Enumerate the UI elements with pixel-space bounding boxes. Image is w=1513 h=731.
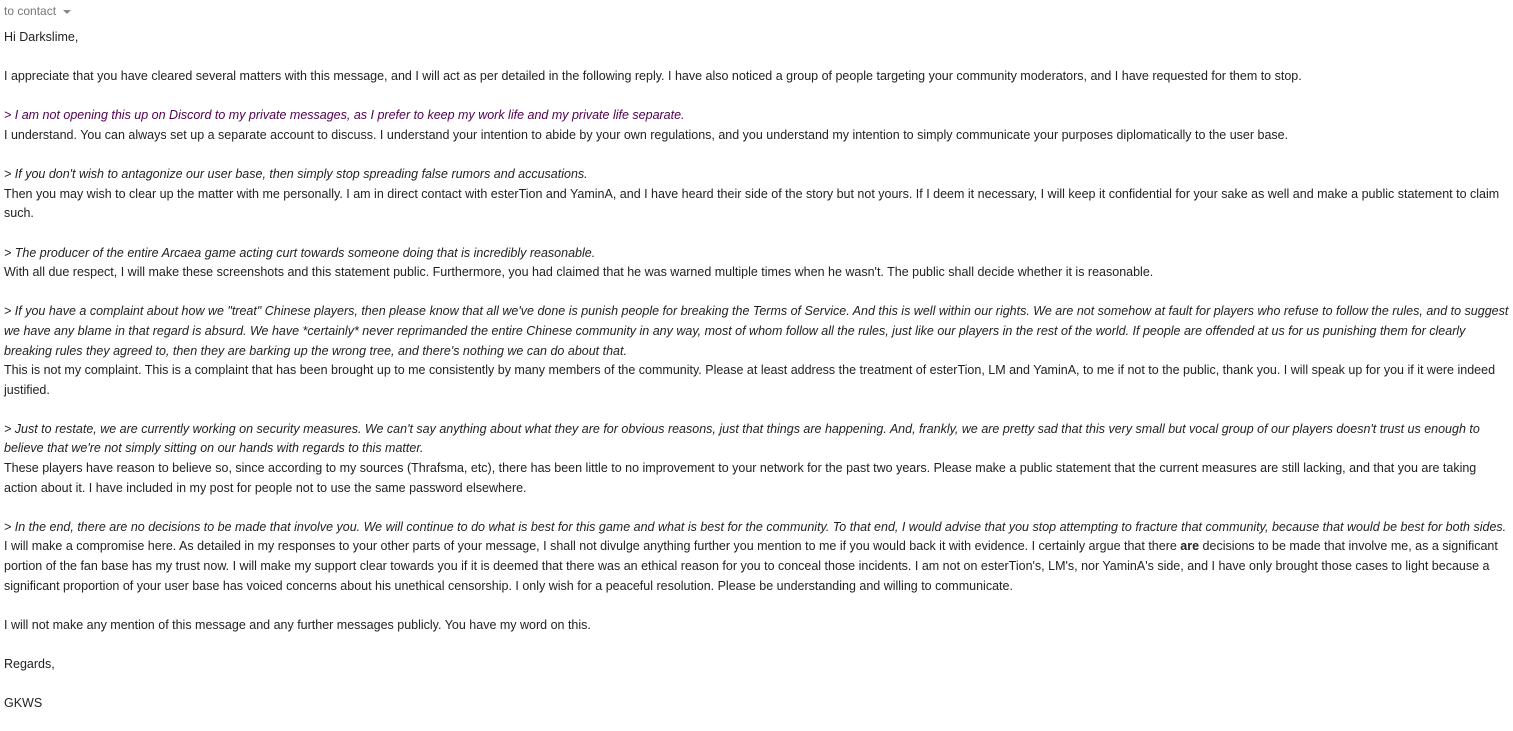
reply-paragraph-5: These players have reason to believe so, since according to my sources (Thrafsma, etc), there has been little to no improvement to your network for the past two years. Please make a public statement that the current measures are still lacking, and that you are taking action about it. I have included in my post for people not to use the same password elsewhere. (4, 461, 1477, 495)
reply-paragraph-2: Then you may wish to clear up the matter with me personally. I am in direct contact with esterTion and YaminA, and I have heard their side of the story but not yours. If I deem it necessary, I will keep it confidential for your sake as well and make a public statement to claim such. (4, 186, 1500, 221)
email-body (4, 28, 1509, 714)
reply-paragraph-1: I understand. You can always set up a separate account to discuss. I understand your intention to abide by your own regulations, and you understand my intention to simply communicate your purposes diplomatically to the user base. (4, 127, 1289, 142)
quoted-text-2: > If you don't wish to antagonize our user base, then simply stop spreading false rumors and accusations. (4, 167, 588, 182)
signoff: Regards, (4, 657, 55, 671)
reply-6-bold-word: are (1180, 539, 1200, 554)
recipient-label: to contact (4, 4, 57, 18)
recipient-details-toggle[interactable] (4, 0, 1509, 22)
reply-paragraph-6 (4, 537, 1509, 596)
quoted-text-6: > In the end, there are no decisions to be made that involve you. We will continue to do what is best for this game and what is best for the community. To that end, I would advise that you stop attempting to fracture that community, because that would be best for both sides. (4, 519, 1507, 534)
reply-6-text-end: decisions to be made that involve me, as a significant portion of the fan base has my trust now. I will make my support clear towards you if it is deemed that there was an ethical reason for you to conceal those incidents. I am not on esterTion's, LM's, nor YaminA's side, and I have only brought those cases to light because a significant proportion of your user base has voiced concerns about his unethical censorship. I only wish for a peaceful resolution. Please be understanding and willing to communicate. (4, 539, 1498, 593)
reply-paragraph-3: With all due respect, I will make these screenshots and this statement public. Furthermore, you had claimed that he was warned multiple times when he wasn't. The public shall decide whether it is reasonable. (4, 265, 1154, 280)
reply-paragraph-4: This is not my complaint. This is a complaint that has been brought up to me consistently by many members of the community. Please at least address the treatment of esterTion, LM and YaminA, to me if not to the public, thank you. I will speak up for you if it were indeed justified. (4, 363, 1496, 397)
greeting: Hi Darkslime, (4, 30, 79, 44)
closing-note: I will not make any mention of this message and any further messages publicly. You have my word on this. (4, 617, 591, 632)
reply-6-text-start: I will make a compromise here. As detailed in my responses to your other parts of your message, I shall not divulge anything further you mention to me if you would back it with evidence. I certainly argue that there (4, 539, 1181, 554)
signature: GKWS (4, 696, 43, 711)
quoted-text-4: > If you have a complaint about how we "treat" Chinese players, then please know that all we've done is punish people for breaking the Terms of Service. And this is well within our rights. We are not somehow at fault for players who refuse to follow the rules, and to suggest we have any blame in that regard is absurd. We have *certainly* never reprimanded the entire Chinese community in any way, most of whom follow all the rules, just like our players in the rest of the world. If people are offended at us for us punishing them for clearly breaking rules they agreed to, then they are barking up the wrong tree, and there's nothing we can do about that. (4, 304, 1509, 358)
chevron-down-icon[interactable] (63, 10, 71, 14)
quoted-text-1: > I am not opening this up on Discord to my private messages, as I prefer to keep my work life and my private life separate. (4, 108, 685, 123)
quoted-text-3: > The producer of the entire Arcaea game acting curt towards someone doing that is incredibly reasonable. (4, 245, 596, 260)
intro-paragraph: I appreciate that you have cleared several matters with this message, and I will act as per detailed in the following reply. I have also noticed a group of people targeting your community moderators, and I have requested for them to stop. (4, 69, 1302, 84)
quoted-text-5: > Just to restate, we are currently working on security measures. We can't say anything about what they are for obvious reasons, just that things are happening. And, frankly, we are pretty sad that this very small but vocal group of our players doesn't trust us enough to believe that we're not simply sitting on our hands with regards to this matter. (4, 421, 1480, 456)
